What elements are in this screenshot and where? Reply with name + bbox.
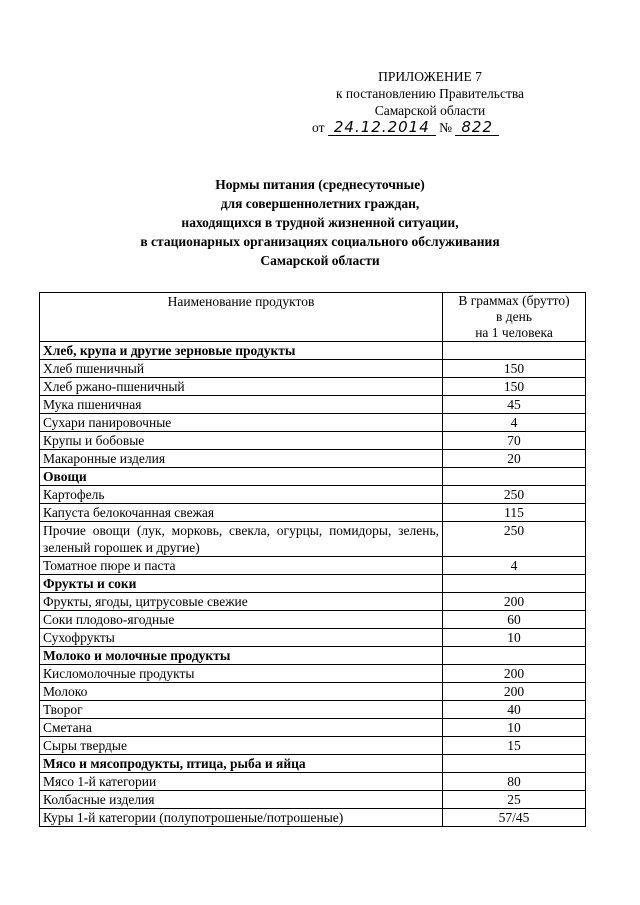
header-quantity-line: в день <box>496 309 532 324</box>
product-quantity <box>443 755 586 773</box>
category-name: Овощи <box>40 468 443 486</box>
document-title <box>0 175 640 270</box>
title-line: находящихся в трудной жизненной ситуации, <box>181 215 459 230</box>
table-row <box>40 360 586 378</box>
product-quantity: 10 <box>443 719 586 737</box>
table-row <box>40 504 586 522</box>
table-row <box>40 737 586 755</box>
product-quantity: 80 <box>443 773 586 791</box>
product-quantity: 115 <box>443 504 586 522</box>
product-quantity: 57/45 <box>443 809 586 827</box>
product-quantity <box>443 575 586 593</box>
category-name: Фрукты и соки <box>40 575 443 593</box>
product-name: Сметана <box>40 719 443 737</box>
handwritten-number: 822 <box>455 119 499 136</box>
table-row <box>40 809 586 827</box>
table-row <box>40 665 586 683</box>
product-quantity: 4 <box>443 557 586 575</box>
title-line: в стационарных организациях социального обслуживания <box>140 234 500 249</box>
title-line: Нормы питания (среднесуточные) <box>215 177 425 192</box>
product-name: Хлеб ржано-пшеничный <box>40 378 443 396</box>
table-row <box>40 414 586 432</box>
table-row <box>40 486 586 504</box>
product-name: Капуста белокочанная свежая <box>40 504 443 522</box>
product-name: Фрукты, ягоды, цитрусовые свежие <box>40 593 443 611</box>
product-quantity: 150 <box>443 360 586 378</box>
product-name: Хлеб пшеничный <box>40 360 443 378</box>
table-row <box>40 683 586 701</box>
appendix-block <box>310 68 550 139</box>
appendix-resolution-line: к постановлению Правительства <box>335 86 525 101</box>
appendix-title: ПРИЛОЖЕНИЕ 7 <box>378 69 482 84</box>
product-quantity: 10 <box>443 629 586 647</box>
product-name: Прочие овощи (лук, морковь, свекла, огурцы, помидоры, зелень, зеленый горошек и другие) <box>40 522 443 557</box>
title-line: для совершеннолетних граждан, <box>220 196 420 211</box>
category-name: Мясо и мясопродукты, птица, рыба и яйца <box>40 755 443 773</box>
product-name: Молоко <box>40 683 443 701</box>
product-quantity: 45 <box>443 396 586 414</box>
product-quantity: 200 <box>443 593 586 611</box>
table-row <box>40 719 586 737</box>
handwritten-date: 24.12.2014 <box>328 119 436 136</box>
appendix-region-line: Самарской области <box>374 103 486 118</box>
product-quantity: 250 <box>443 486 586 504</box>
title-line: Самарской области <box>260 253 380 268</box>
product-name: Картофель <box>40 486 443 504</box>
table-row <box>40 629 586 647</box>
table-row <box>40 522 586 557</box>
table-header-row <box>40 293 586 342</box>
product-quantity <box>443 647 586 665</box>
table-row <box>40 611 586 629</box>
header-quantity <box>443 293 586 342</box>
category-row <box>40 575 586 593</box>
product-name: Сухари панировочные <box>40 414 443 432</box>
product-quantity: 60 <box>443 611 586 629</box>
product-quantity: 40 <box>443 701 586 719</box>
table-row <box>40 378 586 396</box>
product-name: Томатное пюре и паста <box>40 557 443 575</box>
number-prefix: № <box>439 120 453 135</box>
product-quantity <box>443 468 586 486</box>
product-quantity: 200 <box>443 683 586 701</box>
category-row <box>40 647 586 665</box>
product-quantity: 25 <box>443 791 586 809</box>
category-row <box>40 342 586 360</box>
product-quantity: 70 <box>443 432 586 450</box>
header-quantity-line: на 1 человека <box>475 325 553 340</box>
table-row <box>40 432 586 450</box>
appendix-date-line <box>310 119 550 139</box>
category-name: Хлеб, крупа и другие зерновые продукты <box>40 342 443 360</box>
nutrition-norms-table <box>39 292 586 827</box>
table-row <box>40 557 586 575</box>
category-name: Молоко и молочные продукты <box>40 647 443 665</box>
product-name: Творог <box>40 701 443 719</box>
product-quantity: 250 <box>443 522 586 557</box>
table-row <box>40 593 586 611</box>
table-row <box>40 701 586 719</box>
header-product-name: Наименование продуктов <box>40 293 443 342</box>
product-quantity: 15 <box>443 737 586 755</box>
table-body <box>40 342 586 827</box>
product-name: Сыры твердые <box>40 737 443 755</box>
product-quantity: 200 <box>443 665 586 683</box>
table-row <box>40 396 586 414</box>
product-name: Мука пшеничная <box>40 396 443 414</box>
table-row <box>40 450 586 468</box>
category-row <box>40 755 586 773</box>
product-name: Макаронные изделия <box>40 450 443 468</box>
product-quantity <box>443 342 586 360</box>
product-name: Сухофрукты <box>40 629 443 647</box>
product-quantity: 20 <box>443 450 586 468</box>
product-quantity: 4 <box>443 414 586 432</box>
product-quantity: 150 <box>443 378 586 396</box>
product-name: Мясо 1-й категории <box>40 773 443 791</box>
product-name: Соки плодово-ягодные <box>40 611 443 629</box>
product-name: Кисломолочные продукты <box>40 665 443 683</box>
date-prefix: от <box>312 120 325 135</box>
product-name: Куры 1-й категории (полупотрошеные/потрошеные) <box>40 809 443 827</box>
product-name: Крупы и бобовые <box>40 432 443 450</box>
category-row <box>40 468 586 486</box>
table-row <box>40 791 586 809</box>
product-name: Колбасные изделия <box>40 791 443 809</box>
table-row <box>40 773 586 791</box>
header-quantity-line: В граммах (брутто) <box>458 293 570 308</box>
